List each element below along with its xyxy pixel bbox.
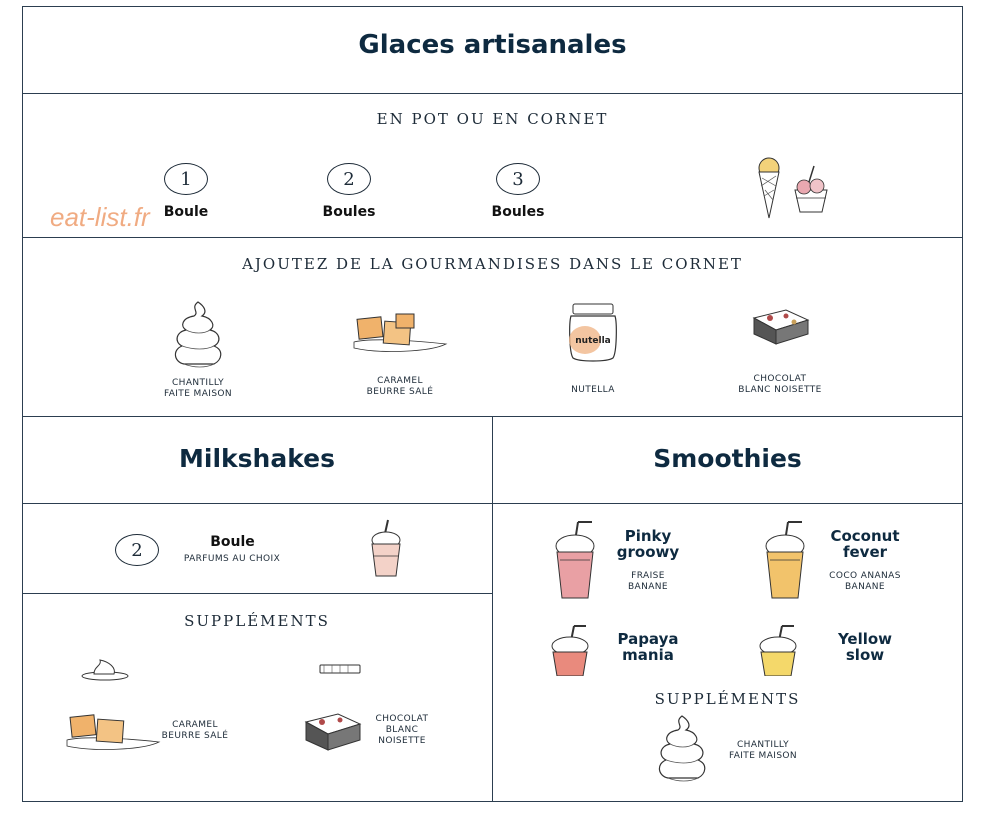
divider [492,416,493,802]
chocolate-bar-icon [318,662,362,676]
gourmandise-label: CARAMEL BEURRE SALÉ [366,376,434,397]
section-title-smoothies: Smoothies [653,444,802,473]
gourmandise-label: NUTELLA [571,385,615,395]
chocolate-icon [304,710,362,752]
page-title: Glaces artisanales [358,30,627,60]
svg-text:nutella: nutella [575,336,611,346]
milkshake-icon [368,518,404,580]
whipped-cream-icon [654,714,710,786]
milkshake-option-label: Boule [210,534,255,550]
supplement-label: CHOCOLAT BLANC NOISETTE [375,714,429,746]
ice-cream-cone-and-cup-icon [752,156,832,222]
gourmandise-label: CHOCOLAT BLANC NOISETTE [738,374,822,395]
scoop-count-badge: 1 [164,163,208,195]
scoop-count-badge: 3 [496,163,540,195]
smoothie-name: Coconut fever [830,527,900,561]
whipped-cream-icon [170,300,226,372]
section-heading-supplements: SUPPLÉMENTS [184,612,330,630]
section-heading-supplements: SUPPLÉMENTS [654,690,801,708]
smoothie-name: Yellow slow [837,630,893,664]
scoop-label: Boule [163,204,209,220]
section-heading-pot: EN POT OU EN CORNET [376,110,609,128]
caramel-icon [350,308,450,356]
milkshake-option-sub: PARFUMS AU CHOIX [183,554,281,564]
divider [22,237,963,238]
smoothie-desc: COCO ANANAS BANANE [829,571,901,592]
smoothie-cup-icon [548,624,592,676]
chocolate-icon [752,306,810,346]
scoop-count-badge: 2 [327,163,371,195]
divider [22,593,492,594]
supplement-label: CHANTILLY FAITE MAISON [728,740,798,761]
nutella-jar-icon [565,302,621,364]
smoothie-name: Papaya mania [617,630,679,664]
gourmandise-label: CHANTILLY FAITE MAISON [163,378,233,399]
divider [22,93,963,94]
caramel-icon [63,708,163,754]
smoothie-cup-icon [552,520,598,602]
whipped-cream-icon [80,656,130,682]
scoop-label: Boules [491,204,545,220]
smoothie-cup-icon [762,520,808,602]
section-title-milkshakes: Milkshakes [179,444,335,473]
supplement-label: CARAMEL BEURRE SALÉ [161,720,229,741]
smoothie-desc: FRAISE BANANE [627,571,669,592]
scoop-label: Boules [322,204,376,220]
smoothie-cup-icon [756,624,800,676]
section-heading-gourmandises: AJOUTEZ DE LA GOURMANDISES DANS LE CORNET [242,255,743,273]
watermark: eat-list.fr [50,202,150,232]
smoothie-name: Pinky groowy [616,527,680,561]
scoop-count-badge: 2 [115,534,159,566]
